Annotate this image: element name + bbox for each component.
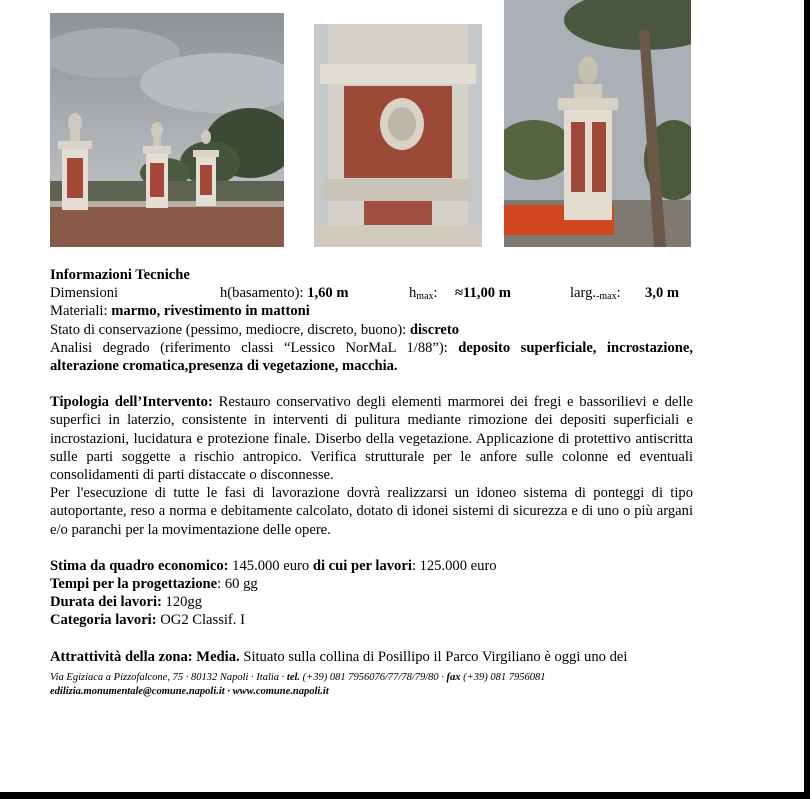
works-category-line: Categoria lavori: OG2 Classif. I: [50, 612, 245, 629]
economic-estimate-line: Stima da quadro economico: 145.000 euro di cui per lavori: 125.000 euro: [50, 557, 497, 574]
dimensions-row: [50, 284, 693, 302]
footer-website-link[interactable]: www.comune.napoli.it: [232, 686, 329, 697]
max-height-value: ≈11,00 m: [455, 285, 511, 302]
max-width-value: 3,0 m: [645, 285, 680, 302]
design-time-line: Tempi per la progettazione: 60 gg: [50, 576, 258, 593]
tech-info-heading: Informazioni Tecniche: [50, 267, 190, 283]
footer-contact-line: edilizia.monumentale@comune.napoli.it · www.comune.napoli.it: [50, 686, 329, 697]
footer-address-line: Via Egiziaca a Pizzofalcone, 75 · 80132 Napoli · Italia · tel. (+39) 081 7956076/77/78/79/80 · fax (+39) 081 7956081: [50, 672, 546, 683]
document-body: [50, 266, 693, 666]
pillar-with-coat-of-arms-photo: [314, 24, 482, 247]
base-height: h(basamento): 1,60 m: [220, 285, 349, 302]
works-duration-line: Durata dei lavori: 120gg: [50, 594, 203, 611]
max-width-label: $larg._{-max}$:: [570, 285, 621, 303]
intervention-paragraph: Tipologia dell’Intervento: Restauro conservativo degli elementi marmorei dei fregi e bassorilievi e delle superfici in laterzio, consistente in interventi di pulitura mediante rimozione dei depositi superficiali e incrostazioni, lucidatura e protezione finale. Diserbo della vegetazione. Applicazione di protettivo antiscritta sulle parti soggette a rischio antropico. Verifica strutturale per le anfore sulle colonne ed eventuali consolidamenti di parti distaccate o disconnesse.: [50, 394, 693, 484]
pillar-with-urn-and-pine-photo: [504, 0, 691, 247]
degradation-analysis: Analisi degrado (riferimento classi “Lessico NorMaL 1/88”): deposito superficiale, incrostazione, alterazione cromatica,presenza di vegetazione, macchia.: [50, 339, 693, 374]
max-height-label: $h_{max}$:: [409, 285, 438, 303]
conservation-state-line: Stato di conservazione (pessimo, mediocre, discreto, buono): discreto: [50, 321, 460, 338]
dimensions-label: Dimensioni: [50, 285, 119, 302]
park-entrance-pillars-photo: [50, 13, 284, 247]
footer: [50, 671, 750, 699]
attractiveness-line: Attrattività della zona: Media. Situato sulla collina di Posillipo il Parco Virgiliano è oggi uno dei: [50, 648, 628, 665]
scaffolding-paragraph: Per l'esecuzione di tutte le fasi di lavorazione dovrà realizzarsi un idoneo sistema di ponteggi di tipo autoportante, reso a norma e debitamente calcolato, dotato di idonei sistemi di sicurezza e di uno o più argani e/o paranchi per la movimentazione delle opere.: [50, 485, 693, 538]
footer-email-link[interactable]: edilizia.monumentale@comune.napoli.it: [50, 686, 225, 697]
materials-line: Materiali: marmo, rivestimento in mattoni: [50, 303, 310, 320]
